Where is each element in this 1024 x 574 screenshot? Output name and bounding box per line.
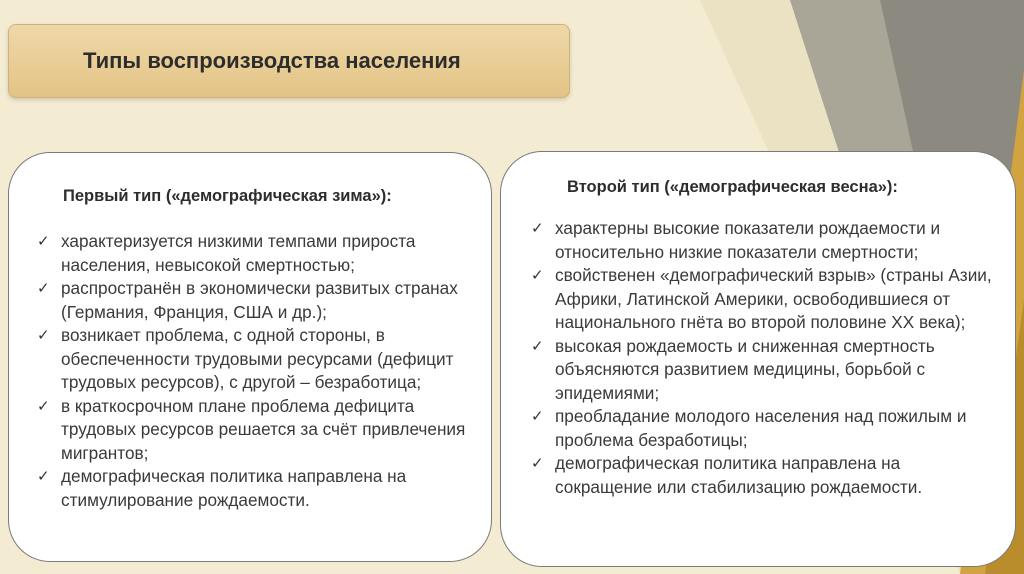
checkmark-icon: ✓	[37, 327, 50, 344]
second-type-heading: Второй тип («демографическая весна»):	[567, 178, 898, 196]
page-title: Типы воспроизводства населения	[83, 48, 461, 73]
first-type-list	[35, 230, 471, 512]
checkmark-icon: ✓	[531, 408, 544, 425]
checkmark-icon: ✓	[37, 397, 50, 415]
list-item: ✓ преобладание молодого населения над пожилым и проблема безработицы;	[531, 406, 967, 450]
first-type-heading: Первый тип («демографическая зима»):	[63, 187, 392, 205]
second-type-list	[529, 217, 993, 499]
checkmark-icon: ✓	[531, 267, 544, 284]
checkmark-icon: ✓	[531, 220, 544, 237]
list-item: ✓ в краткосрочном плане проблема дефицита трудовых ресурсов решается за счёт привлечения мигрантов;	[37, 395, 466, 463]
list-item: ✓ возникает проблема, с одной стороны, в обеспеченности трудовыми ресурсами (дефицит трудовых ресурсов), с другой – безработица;	[37, 325, 454, 392]
checkmark-icon: ✓	[37, 468, 50, 485]
list-item: ✓ характеризуется низкими темпами прироста населения, невысокой смертностью;	[37, 231, 416, 275]
checkmark-icon: ✓	[531, 455, 544, 472]
list-item: ✓ характерны высокие показатели рождаемости и относительно низкие показатели смертности;	[531, 218, 941, 262]
list-item: ✓ демографическая политика направлена на стимулирование рождаемости.	[37, 466, 407, 510]
checkmark-icon: ✓	[37, 280, 50, 297]
list-item: ✓ высокая рождаемость и сниженная смертность объясняются развитием медицины, борьбой с эпидемиями;	[531, 335, 935, 403]
checkmark-icon: ✓	[37, 233, 50, 250]
list-item: ✓ свойственен «демографический взрыв» (страны Азии, Африки, Латинской Америки, освободившиеся от национального гнёта во второй половине ХХ века);	[531, 265, 992, 332]
checkmark-icon: ✓	[531, 337, 544, 355]
title-banner	[8, 24, 570, 98]
list-item: ✓ распространён в экономически развитых странах (Германия, Франция, США и др.);	[37, 278, 458, 322]
first-type-card	[8, 152, 492, 562]
list-item: ✓ демографическая политика направлена на сокращение или стабилизацию рождаемости.	[531, 453, 923, 497]
second-type-card	[500, 151, 1016, 567]
